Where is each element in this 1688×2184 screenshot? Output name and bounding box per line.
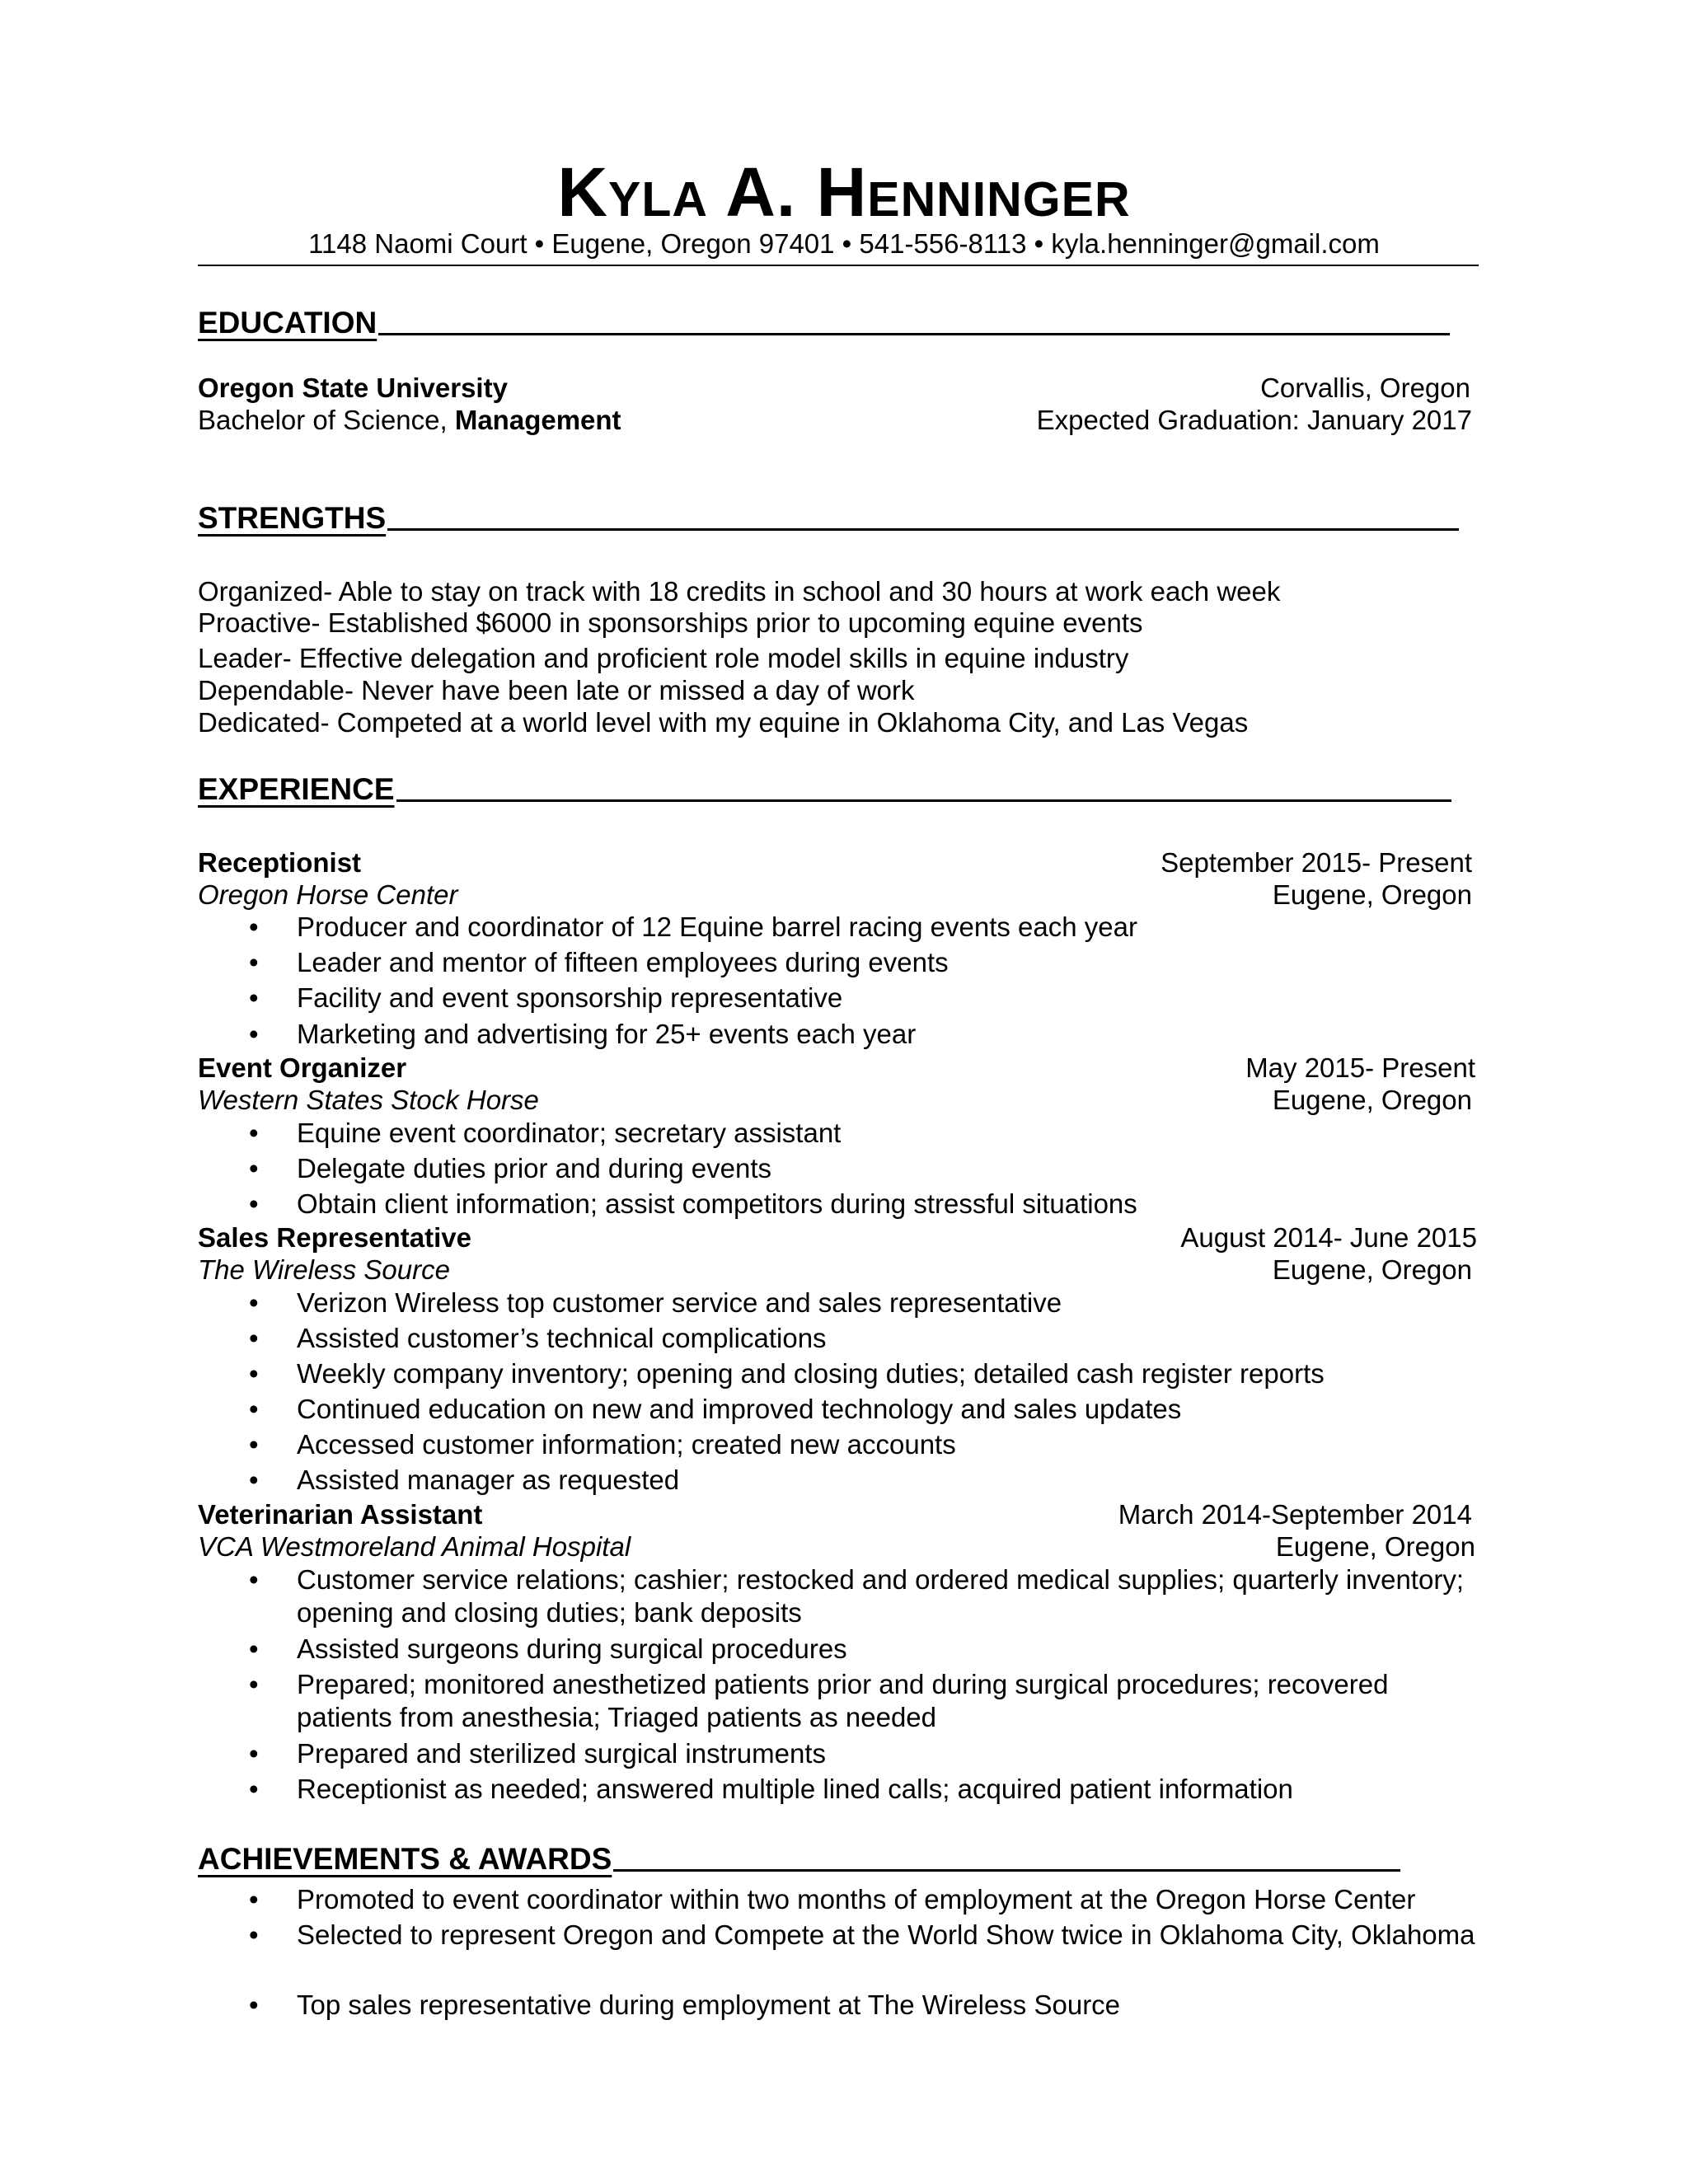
job-dates: August 2014- June 2015: [1180, 1222, 1477, 1253]
job-dates: March 2014-September 2014: [1118, 1499, 1472, 1530]
job-title: Veterinarian Assistant: [198, 1499, 483, 1530]
strength-item: Proactive- Established $6000 in sponsorships prior to upcoming equine events: [198, 607, 1143, 638]
company-name: Western States Stock Horse: [198, 1085, 539, 1115]
job-location: Eugene, Oregon: [1272, 1085, 1472, 1115]
job-location: Eugene, Oregon: [1272, 879, 1472, 910]
job-title-row: [198, 1498, 1477, 1531]
job-title-row: [198, 1052, 1477, 1085]
experience-heading: EXPERIENCE: [198, 771, 1451, 808]
job-company-row: [198, 1084, 1477, 1117]
job-dates: May 2015- Present: [1245, 1052, 1475, 1083]
job-company-row: [198, 1530, 1477, 1563]
school-name: Oregon State University: [198, 373, 508, 403]
education-school-row: [198, 372, 1477, 405]
education-heading: EDUCATION: [198, 305, 1450, 341]
education-degree-row: [198, 404, 1477, 437]
strengths-heading: STRENGTHS: [198, 500, 1459, 537]
major: Management: [454, 405, 621, 435]
strength-item: Dependable- Never have been late or missed a day of work: [198, 675, 915, 705]
job-location: Eugene, Oregon: [1275, 1531, 1475, 1562]
job-title: Event Organizer: [198, 1052, 407, 1083]
achievements-heading: ACHIEVEMENTS & AWARDS: [198, 1841, 1400, 1877]
job-title: Receptionist: [198, 847, 362, 878]
company-name: The Wireless Source: [198, 1254, 450, 1285]
heading-rule: [396, 799, 1451, 802]
job-title-row: [198, 846, 1477, 879]
header-divider: [198, 265, 1479, 266]
job-company-row: [198, 1254, 1477, 1286]
heading-rule: [387, 528, 1459, 531]
resume-page: Kyla A. Henninger 1148 Naomi Court • Eugene, Oregon 97401 • 541-556-8113 • kyla.henninger@gmail.com EDUCATION Oregon State University Corvallis, Oregon Bachelor of Science, Management Expected Graduation: January 2017 STRENGTHS Organized- Able to stay on track with 18 credits in school and 30 hours at work each week Proactive- Established $6000 in sponsorships prior to upcoming equine events Leader- Effective delegation and proficient role model skills in equine industry Dependable- Never have been late or missed a day of work Dedicated- Competed at a world level with my equine in Oklahoma City, and Las Vegas EXPERIENCE Receptionist September 2015- Present Oregon Horse Center Eugene, Oregon • Producer and coordinator of 12 Equine barrel racing events each year • Leader and mentor of fifteen employees during events • Facility and event sponsorship representative • Marketing and advertising for 25+ events each year Event Organizer May 2015- Present Western States Stock Horse Eugene, Oregon • Equine event coordinator; secretary assistant • Delegate duties prior and during events • Obtain client information; assist competitors during stressful situations Sales Representative August 2014- June 2015 The Wireless Source Eugene, Oregon • Verizon Wireless top customer service and sales representative • Assisted customer’s technical complications • Weekly company inventory; opening and closing duties; detailed cash register reports • Continued education on new and improved technology and sales updates • Accessed customer information; created new accounts • Assisted manager as requested Veterinarian Assistant March 2014-September 2014 VCA Westmoreland Animal Hospital Eugene, Oregon • Customer service relations; cashier; restocked and ordered medical supplies; quarterly inventory; opening and closing duties; bank deposits • Assisted surgeons during surgical procedures • Prepared; monitored anesthetized patients prior and during surgical procedures; recovered patients from anesthesia; Triaged patients as needed • Prepared and sterilized surgical instruments • Receptionist as needed; answered multiple lined calls; acquired patient information ACHIEVEMENTS & AWARDS • Promoted to event coordinator within two months of employment at the Oregon Horse Center • Selected to represent Oregon and Compete at the World Show twice in Oklahoma City, Oklahoma • Top sales representative during employment at The Wireless Source: [0, 0, 1688, 2184]
company-name: VCA Westmoreland Animal Hospital: [198, 1531, 631, 1562]
graduation-date: Expected Graduation: January 2017: [1036, 405, 1472, 435]
candidate-name: Kyla A. Henninger: [557, 153, 1131, 231]
school-location: Corvallis, Oregon: [1260, 373, 1470, 403]
job-location: Eugene, Oregon: [1272, 1254, 1472, 1285]
job-title: Sales Representative: [198, 1222, 472, 1253]
heading-rule: [378, 333, 1450, 335]
job-title-row: [198, 1221, 1477, 1254]
contact-line: 1148 Naomi Court • Eugene, Oregon 97401 • 541-556-8113 • kyla.henninger@gmail.com: [308, 228, 1380, 259]
strength-item: Dedicated- Competed at a world level with my equine in Oklahoma City, and Las Vegas: [198, 707, 1249, 738]
degree: Bachelor of Science, Management: [198, 405, 621, 435]
job-dates: September 2015- Present: [1160, 847, 1472, 878]
job-company-row: [198, 879, 1477, 912]
heading-rule: [613, 1869, 1400, 1872]
strength-item: Leader- Effective delegation and proficient role model skills in equine industry: [198, 643, 1129, 673]
company-name: Oregon Horse Center: [198, 879, 458, 910]
strength-item: Organized- Able to stay on track with 18 credits in school and 30 hours at work each week: [198, 576, 1281, 607]
